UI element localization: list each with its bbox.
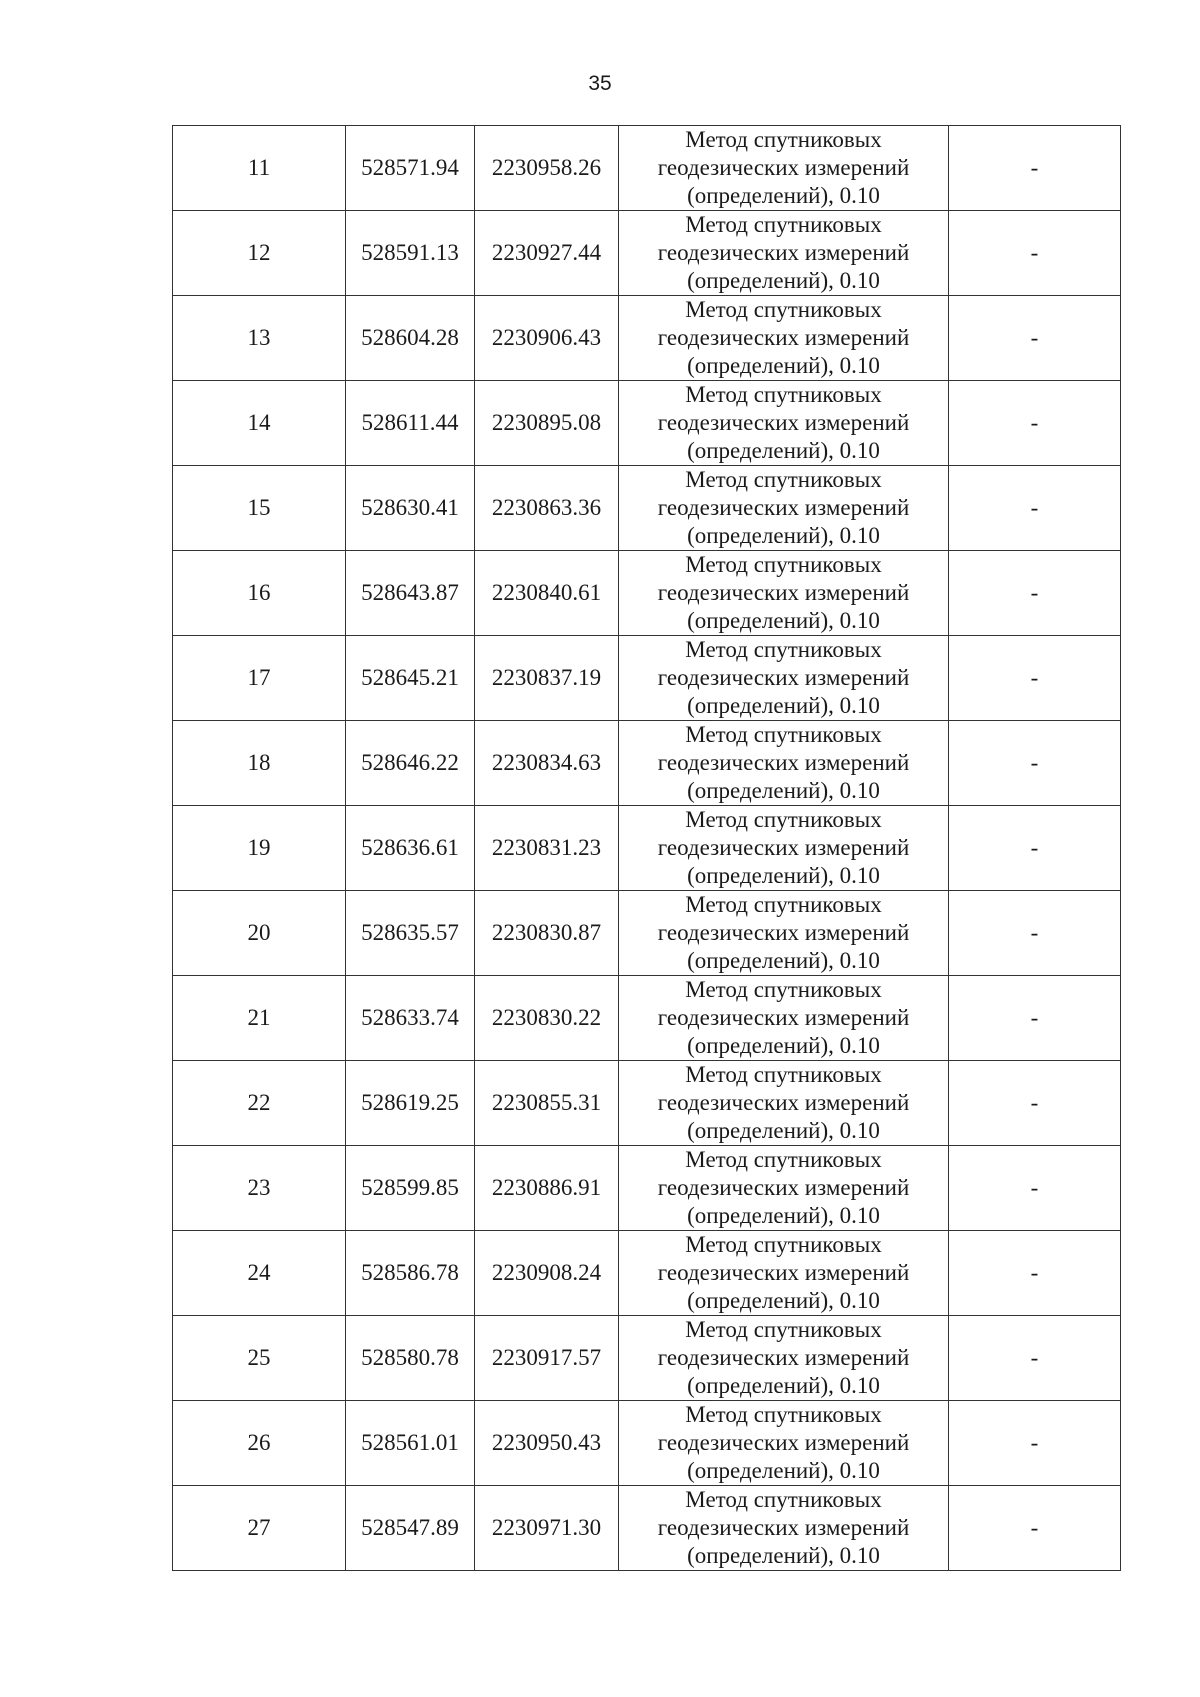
y-coordinate-cell: 2230863.36 bbox=[475, 466, 619, 551]
note-cell: - bbox=[949, 211, 1121, 296]
x-coordinate-cell: 528630.41 bbox=[346, 466, 475, 551]
table-row bbox=[173, 1486, 1121, 1571]
x-coordinate-cell: 528580.78 bbox=[346, 1316, 475, 1401]
table-row bbox=[173, 891, 1121, 976]
method-cell: Метод спутниковых геодезических измерений (определений), 0.10 bbox=[619, 806, 949, 891]
x-coordinate-cell: 528643.87 bbox=[346, 551, 475, 636]
table-row bbox=[173, 976, 1121, 1061]
table-row bbox=[173, 211, 1121, 296]
method-cell: Метод спутниковых геодезических измерений (определений), 0.10 bbox=[619, 211, 949, 296]
x-coordinate-cell: 528591.13 bbox=[346, 211, 475, 296]
point-number-cell: 11 bbox=[173, 126, 346, 211]
point-number-cell: 26 bbox=[173, 1401, 346, 1486]
table-row bbox=[173, 551, 1121, 636]
note-cell: - bbox=[949, 636, 1121, 721]
point-number-cell: 21 bbox=[173, 976, 346, 1061]
method-cell: Метод спутниковых геодезических измерений (определений), 0.10 bbox=[619, 1316, 949, 1401]
x-coordinate-cell: 528619.25 bbox=[346, 1061, 475, 1146]
table-row bbox=[173, 1401, 1121, 1486]
y-coordinate-cell: 2230840.61 bbox=[475, 551, 619, 636]
point-number-cell: 12 bbox=[173, 211, 346, 296]
note-cell: - bbox=[949, 296, 1121, 381]
y-coordinate-cell: 2230886.91 bbox=[475, 1146, 619, 1231]
note-cell: - bbox=[949, 721, 1121, 806]
x-coordinate-cell: 528635.57 bbox=[346, 891, 475, 976]
point-number-cell: 19 bbox=[173, 806, 346, 891]
x-coordinate-cell: 528633.74 bbox=[346, 976, 475, 1061]
table-row bbox=[173, 806, 1121, 891]
note-cell: - bbox=[949, 1146, 1121, 1231]
point-number-cell: 18 bbox=[173, 721, 346, 806]
y-coordinate-cell: 2230855.31 bbox=[475, 1061, 619, 1146]
y-coordinate-cell: 2230958.26 bbox=[475, 126, 619, 211]
y-coordinate-cell: 2230830.22 bbox=[475, 976, 619, 1061]
x-coordinate-cell: 528646.22 bbox=[346, 721, 475, 806]
x-coordinate-cell: 528636.61 bbox=[346, 806, 475, 891]
method-cell: Метод спутниковых геодезических измерений (определений), 0.10 bbox=[619, 1061, 949, 1146]
method-cell: Метод спутниковых геодезических измерений (определений), 0.10 bbox=[619, 976, 949, 1061]
table-row bbox=[173, 636, 1121, 721]
method-cell: Метод спутниковых геодезических измерений (определений), 0.10 bbox=[619, 466, 949, 551]
x-coordinate-cell: 528611.44 bbox=[346, 381, 475, 466]
point-number-cell: 25 bbox=[173, 1316, 346, 1401]
page-number: 35 bbox=[588, 72, 612, 95]
y-coordinate-cell: 2230830.87 bbox=[475, 891, 619, 976]
y-coordinate-cell: 2230950.43 bbox=[475, 1401, 619, 1486]
note-cell: - bbox=[949, 976, 1121, 1061]
point-number-cell: 23 bbox=[173, 1146, 346, 1231]
table-row bbox=[173, 1146, 1121, 1231]
method-cell: Метод спутниковых геодезических измерений (определений), 0.10 bbox=[619, 891, 949, 976]
point-number-cell: 17 bbox=[173, 636, 346, 721]
method-cell: Метод спутниковых геодезических измерений (определений), 0.10 bbox=[619, 1401, 949, 1486]
table-row bbox=[173, 1061, 1121, 1146]
note-cell: - bbox=[949, 1486, 1121, 1571]
y-coordinate-cell: 2230906.43 bbox=[475, 296, 619, 381]
y-coordinate-cell: 2230917.57 bbox=[475, 1316, 619, 1401]
method-cell: Метод спутниковых геодезических измерений (определений), 0.10 bbox=[619, 126, 949, 211]
note-cell: - bbox=[949, 806, 1121, 891]
method-cell: Метод спутниковых геодезических измерений (определений), 0.10 bbox=[619, 1231, 949, 1316]
method-cell: Метод спутниковых геодезических измерений (определений), 0.10 bbox=[619, 296, 949, 381]
note-cell: - bbox=[949, 126, 1121, 211]
note-cell: - bbox=[949, 1316, 1121, 1401]
y-coordinate-cell: 2230837.19 bbox=[475, 636, 619, 721]
x-coordinate-cell: 528604.28 bbox=[346, 296, 475, 381]
table-row bbox=[173, 1316, 1121, 1401]
method-cell: Метод спутниковых геодезических измерений (определений), 0.10 bbox=[619, 1486, 949, 1571]
method-cell: Метод спутниковых геодезических измерений (определений), 0.10 bbox=[619, 636, 949, 721]
x-coordinate-cell: 528586.78 bbox=[346, 1231, 475, 1316]
method-cell: Метод спутниковых геодезических измерений (определений), 0.10 bbox=[619, 551, 949, 636]
y-coordinate-cell: 2230908.24 bbox=[475, 1231, 619, 1316]
table-row bbox=[173, 381, 1121, 466]
point-number-cell: 22 bbox=[173, 1061, 346, 1146]
y-coordinate-cell: 2230831.23 bbox=[475, 806, 619, 891]
note-cell: - bbox=[949, 466, 1121, 551]
point-number-cell: 13 bbox=[173, 296, 346, 381]
table-row bbox=[173, 296, 1121, 381]
table-row bbox=[173, 721, 1121, 806]
method-cell: Метод спутниковых геодезических измерений (определений), 0.10 bbox=[619, 721, 949, 806]
note-cell: - bbox=[949, 891, 1121, 976]
note-cell: - bbox=[949, 1231, 1121, 1316]
coordinates-table-body bbox=[173, 126, 1121, 1571]
point-number-cell: 20 bbox=[173, 891, 346, 976]
x-coordinate-cell: 528547.89 bbox=[346, 1486, 475, 1571]
point-number-cell: 27 bbox=[173, 1486, 346, 1571]
method-cell: Метод спутниковых геодезических измерений (определений), 0.10 bbox=[619, 1146, 949, 1231]
point-number-cell: 24 bbox=[173, 1231, 346, 1316]
note-cell: - bbox=[949, 1401, 1121, 1486]
table-row bbox=[173, 126, 1121, 211]
coordinates-table bbox=[172, 125, 1121, 1571]
x-coordinate-cell: 528561.01 bbox=[346, 1401, 475, 1486]
note-cell: - bbox=[949, 551, 1121, 636]
table-row bbox=[173, 1231, 1121, 1316]
point-number-cell: 15 bbox=[173, 466, 346, 551]
y-coordinate-cell: 2230834.63 bbox=[475, 721, 619, 806]
x-coordinate-cell: 528599.85 bbox=[346, 1146, 475, 1231]
x-coordinate-cell: 528571.94 bbox=[346, 126, 475, 211]
y-coordinate-cell: 2230895.08 bbox=[475, 381, 619, 466]
y-coordinate-cell: 2230971.30 bbox=[475, 1486, 619, 1571]
table-row bbox=[173, 466, 1121, 551]
y-coordinate-cell: 2230927.44 bbox=[475, 211, 619, 296]
note-cell: - bbox=[949, 1061, 1121, 1146]
x-coordinate-cell: 528645.21 bbox=[346, 636, 475, 721]
point-number-cell: 14 bbox=[173, 381, 346, 466]
method-cell: Метод спутниковых геодезических измерений (определений), 0.10 bbox=[619, 381, 949, 466]
point-number-cell: 16 bbox=[173, 551, 346, 636]
note-cell: - bbox=[949, 381, 1121, 466]
